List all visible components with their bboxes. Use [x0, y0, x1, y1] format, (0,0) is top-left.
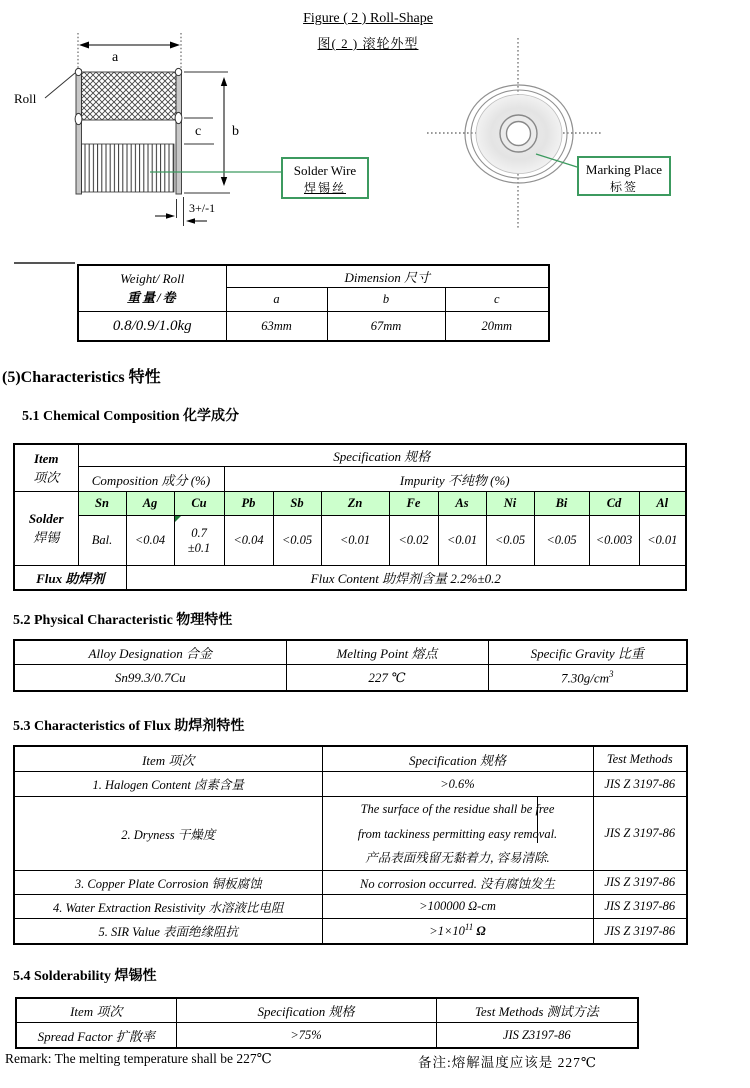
- marking-place-label-en: Marking Place: [585, 162, 663, 177]
- item-header: Item 项次: [14, 746, 322, 772]
- element-ni: Ni: [486, 492, 534, 516]
- spread-factor-spec: >75%: [176, 1023, 436, 1049]
- table-row: [14, 492, 686, 516]
- row1-method: JIS Z 3197-86: [593, 772, 687, 797]
- value-zn: <0.01: [321, 516, 389, 566]
- gravity-base: 7.30g/cm: [560, 670, 610, 686]
- value-cu-line1: 0.7: [191, 525, 207, 540]
- dim-a-value: 63mm: [226, 312, 327, 342]
- element-zn: Zn: [321, 492, 389, 516]
- composition-header-cell: Composition 成分 (%): [78, 467, 224, 492]
- dim-c-label: c: [195, 124, 202, 139]
- roll-label: Roll: [14, 91, 37, 106]
- weight-header-cell: [78, 265, 226, 312]
- flux-content-cell: Flux Content 助焊剂含量 2.2%±0.2: [126, 566, 686, 591]
- tol-arrow-left: [186, 218, 195, 224]
- dim-a-arrow-left: [79, 42, 89, 49]
- col-c-header: c: [445, 288, 549, 312]
- alloy-value: Sn99.3/0.7Cu: [14, 665, 286, 692]
- col-a-header: a: [226, 288, 327, 312]
- flux-label-cell: Flux 助焊剂: [14, 566, 126, 591]
- solder-label-en: Solder: [28, 511, 64, 526]
- dim-c-value: 20mm: [445, 312, 549, 342]
- solder-wire-callout: [281, 157, 369, 199]
- table-row: [14, 640, 687, 665]
- element-cu: Cu: [174, 492, 224, 516]
- margin-dash: [14, 262, 75, 264]
- hub-inner: [507, 122, 531, 146]
- solderability-table: [15, 997, 639, 1049]
- tol-arrow-right: [166, 213, 175, 219]
- solder-wire-label-zh: 焊锡丝: [303, 181, 346, 195]
- row5-spec-base: >1×10: [429, 924, 465, 939]
- figure-subtitle: [258, 33, 478, 53]
- row3-method: JIS Z 3197-86: [593, 871, 687, 895]
- solder-label-zh: 焊锡: [33, 530, 60, 545]
- weight-value: 0.8/0.9/1.0kg: [78, 312, 226, 342]
- element-sn: Sn: [78, 492, 126, 516]
- gravity-sup: 3: [609, 668, 614, 679]
- remark-zh: 备注:熔解温度应该是 227℃: [418, 1055, 597, 1070]
- table-row: [14, 919, 687, 945]
- flange-knob: [175, 112, 182, 123]
- dim-b-label: b: [232, 124, 239, 139]
- value-cd: <0.003: [589, 516, 639, 566]
- extension-lines: [78, 33, 181, 70]
- dim-a-arrow-right: [170, 42, 180, 49]
- element-cd: Cd: [589, 492, 639, 516]
- value-al: <0.01: [639, 516, 686, 566]
- wound-solder-area: [82, 72, 177, 120]
- section53-heading: 5.3 Characteristics of Flux 助焊剂特性: [13, 719, 245, 734]
- table-row: [14, 797, 687, 871]
- table-row: [14, 871, 687, 895]
- melting-header: Melting Point 熔点: [286, 640, 488, 665]
- dimension-header-cell: Dimension 尺寸: [226, 265, 549, 288]
- element-as: As: [438, 492, 486, 516]
- table-row: [14, 516, 686, 566]
- row2-spec-line2: from tackiness permitting easy removal.: [357, 827, 558, 841]
- row1-item: 1. Halogen Content 卤素含量: [14, 772, 322, 797]
- flange-knob: [75, 68, 81, 75]
- element-pb: Pb: [224, 492, 273, 516]
- spec-header: Specification 规格: [176, 998, 436, 1023]
- flange-tolerance-label: 3+/-1: [189, 201, 216, 215]
- section54-heading: 5.4 Solderability 焊锡性: [13, 969, 157, 984]
- figure-title-zh: 图( 2 ) 滚轮外型: [317, 36, 419, 51]
- element-sb: Sb: [273, 492, 321, 516]
- row2-spec: [322, 797, 593, 871]
- dim-b-arrow-bottom: [221, 177, 227, 186]
- spec-header: Specification 规格: [322, 746, 593, 772]
- row5-spec-unit: Ω: [473, 924, 486, 939]
- row1-spec: >0.6%: [322, 772, 593, 797]
- value-cu: [174, 516, 224, 566]
- element-fe: Fe: [389, 492, 438, 516]
- figure-title: [258, 9, 478, 27]
- row5-method: JIS Z 3197-86: [593, 919, 687, 945]
- item-header-en: Item: [33, 450, 59, 466]
- dim-b-value: 67mm: [327, 312, 445, 342]
- row3-item: 3. Copper Plate Corrosion 铜板腐蚀: [14, 871, 322, 895]
- element-bi: Bi: [534, 492, 589, 516]
- value-sn: Bal.: [78, 516, 126, 566]
- alloy-header: Alloy Designation 合金: [14, 640, 286, 665]
- melting-value: 227 ℃: [286, 665, 488, 692]
- table-row: [14, 467, 686, 492]
- row5-item: 5. SIR Value 表面绝缘阻抗: [14, 919, 322, 945]
- roll-flange-right: [176, 70, 182, 194]
- table-row: [16, 1023, 638, 1049]
- row5-spec-sup: 11: [464, 922, 474, 933]
- roll-dimension-table: [77, 264, 550, 342]
- figure-roll-shape: [0, 0, 750, 255]
- marking-place-callout: [577, 156, 671, 196]
- table-row: [78, 312, 549, 342]
- element-al: Al: [639, 492, 686, 516]
- row2-spec-line1: The surface of the residue shall be free: [360, 802, 555, 816]
- row2-item: 2. Dryness 干燥度: [14, 797, 322, 871]
- weight-header-en: Weight/ Roll: [120, 271, 185, 286]
- section52-heading: 5.2 Physical Characteristic 物理特性: [13, 613, 233, 628]
- stray-cell-border: [537, 797, 538, 843]
- section51-heading: 5.1 Chemical Composition 化学成分: [22, 409, 239, 424]
- solder-wire-label-en: Solder Wire: [293, 163, 357, 178]
- solder-wire-area: [82, 144, 175, 192]
- value-ni: <0.05: [486, 516, 534, 566]
- chemical-composition-table: [13, 443, 687, 591]
- table-row: [14, 665, 687, 692]
- value-ag: <0.04: [126, 516, 174, 566]
- remark-en: Remark: The melting temperature shall be 227℃: [5, 1051, 272, 1066]
- section5-heading: (5)Characteristics 特性: [2, 369, 161, 386]
- row2-spec-line3: 产品表面残留无黏着力, 容易清除.: [365, 851, 550, 865]
- flux-characteristics-table: [13, 745, 688, 945]
- item-header: Item 项次: [16, 998, 176, 1023]
- table-row: [14, 566, 686, 591]
- col-b-header: b: [327, 288, 445, 312]
- element-ag: Ag: [126, 492, 174, 516]
- solder-label-cell: [14, 492, 78, 566]
- row4-item: 4. Water Extraction Resistivity 水溶液比电阻: [14, 895, 322, 919]
- item-header-cell: [14, 444, 78, 492]
- table-row: [14, 444, 686, 467]
- row3-spec: No corrosion occurred. 没有腐蚀发生: [322, 871, 593, 895]
- value-pb: <0.04: [224, 516, 273, 566]
- method-header: Test Methods 测试方法: [436, 998, 638, 1023]
- table-row: [14, 746, 687, 772]
- row2-method: JIS Z 3197-86: [593, 797, 687, 871]
- value-bi: <0.05: [534, 516, 589, 566]
- row5-spec: [322, 919, 593, 945]
- value-fe: <0.02: [389, 516, 438, 566]
- table-row: [16, 998, 638, 1023]
- roll-flange-left: [76, 70, 82, 194]
- weight-header-zh: 重量/卷: [126, 290, 178, 305]
- spec-header-cell: Specification 规格: [78, 444, 686, 467]
- dim-b-arrow-top: [221, 77, 227, 86]
- value-cu-line2: ±0.1: [187, 540, 211, 555]
- spread-factor-item: Spread Factor 扩散率: [16, 1023, 176, 1049]
- gravity-header: Specific Gravity 比重: [488, 640, 687, 665]
- table-row: [14, 772, 687, 797]
- gravity-value: [488, 665, 687, 692]
- table-row: [14, 895, 687, 919]
- spread-factor-method: JIS Z3197-86: [436, 1023, 638, 1049]
- item-header-zh: 项次: [33, 469, 60, 485]
- impurity-header-cell: Impurity 不纯物 (%): [224, 467, 686, 492]
- row4-spec: >100000 Ω-cm: [322, 895, 593, 919]
- flange-knob: [75, 113, 82, 124]
- comment-marker-icon: [175, 516, 181, 522]
- method-header: Test Methods: [593, 746, 687, 772]
- physical-characteristic-table: [13, 639, 688, 692]
- table-row: [78, 265, 549, 288]
- flange-knob: [175, 68, 181, 75]
- dim-a-label: a: [112, 50, 119, 65]
- figure-title-en: Figure ( 2 ) Roll-Shape: [303, 11, 433, 26]
- roll-leader-line: [45, 73, 75, 98]
- marking-place-label-zh: 标签: [609, 180, 638, 194]
- value-as: <0.01: [438, 516, 486, 566]
- value-sb: <0.05: [273, 516, 321, 566]
- row4-method: JIS Z 3197-86: [593, 895, 687, 919]
